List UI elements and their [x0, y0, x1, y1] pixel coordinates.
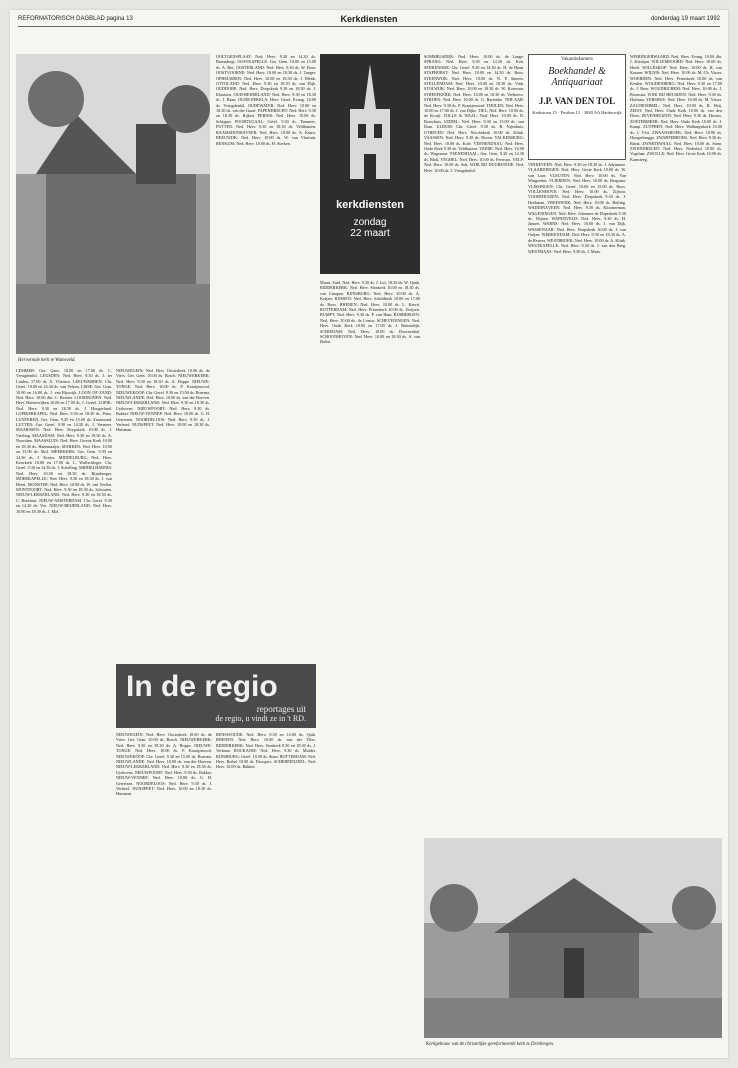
- column-4-text: Mauri, Zuid. Ned. Herv. 9.30 ds. J. Lof, 18.30 ds. W. Quak. RIDDERKERK: Ned. Herv. Sionkerk 10.00 en 18.30 ds. van Campen. RIJNSBURG: Ned. Herv. 10.00 ds. A. Keijzer. RIJSSEN: Ned. Herv. Schildkerk 10.00 en 17.00 ds. Roos. RHENEN: Ned. Herv. 10.00 ds. L. Kievit. ROTTERDAM: Ned. Herv. Prinsekerk 10.00 ds. Zwijsen. RUMPT: Ned. Herv. 9.30 ds. P. van Ham. RIJSBERGEN: Ned. Herv. 10.00 ds. de Leeuw. SCHEVENINGEN: Ned. Herv. Oude Kerk 10.00 en 17.00 ds. J. Buitendijk. SCHIEDAM: Ned. Herv. 10.00 ds. Doornenbal. SCHOONHOVEN: Ned. Herv. 10.00 en 18.30 ds. A. van Balen.: [320, 280, 420, 345]
- column-2b: [116, 732, 212, 1048]
- column-2-text: NIEUWEGEIN: Ned. Herv. Oosterkerk 10.00 ds. de Vries. Ger. Gem. 10.00 ds. Bosch. NIEUWERKERK: Ned. Herv. 9.30 en 18.30 ds. A. Hoppe. NIEUWE-TONGE: Ned. Herv. 10.00 ds. P. Kraaijenoord. NIEUWEKOOP: Chr. Geref. 9.30 en 15.00 ds. Boerma. NIEUWLANDE: Ned. Herv. 10.00 ds. van der Hoeven. NIEUW-LEKKERLAND: Ned. Herv. 9.30 en 18.30 ds. Uythoven. NIEUWPOORT: Ned. Herv. 9.30 ds. Bakker. NIEUW-VENNEP: Ned. Herv. 10.00 ds. G. H. Gerretsen. NOORDELOOS: Ned. Herv. 9.30 ds. J. Verhoef. NUNSPEET: Ned. Herv. 10.00 en 18.30 ds. Huisman.: [116, 368, 210, 433]
- column-1-text: LEMMER: Ger. Gem. 10.00 en 17.00 ds. C. Vreugdenhil. LEUSDEN: Ned. Herv. 9.30 ds. J. ter Linden, 17.00 ds. A. Vlietstra. LEEUWARDEN: Chr. Geref. 10.00 en 16.30 ds. van Velzen. LISSE: Ger. Gem. 10.00 en 16.00 ds. J. van Rijswijk. LOON OP ZAND: Ned. Herv. 10.00 dhr. C. Reinier. LOOSDUINEN: Ned. Herv. Buitenwijken 10.00 en 17.00 ds. J. Geriel. LOPIK: Ned. Herv. 9.30 en 18.30 ds. J. Hoogerland. LOPIKERKAPEL: Ned. Herv. 9.30 en 18.30 ds. Prins. LUNTEREN: Ger. Gem. 9.45 en 15.00 ds. Zuurmond. LUTTEN: Ger. Geref. 9.30 en 14.30 ds. J. Vermeer. MAARSSEN: Ned. Herv. Dorpskerk 10.00 ds. J. Vrieling. MAASDAM: Ned. Herv. 9.30 en 18.30 ds. A. Noordam. MAASSLUIS: Ned. Herv. Groote Kerk 10.00 en 18.30 ds. Hanemaaijer. MARKEN: Ned. Herv. 10.00 en 15.00 ds. Mol. MEERKERK: Ger. Gem. 9.30 en 14.30 ds. J. Koster. MIDDELBURG: Ned. Herv. Koorkerk 10.00 en 17.00 ds. L. Wullschleger. Chr. Geref. 9.30 en 14.30 ds. J. Schelling. MIDDELHARNIS: Ned. Herv. 10.00 en 18.30 ds. Rijnsburger. MOERKAPELLE: Ned. Herv. 9.30 en 18.30 ds. J. van Heest. MONSTER: Ned. Herv. 10.00 ds. W. van Veelen. MONTFOORT: Ned. Herv. 9.30 en 18.30 ds. Schouten. NIEUW-LEKKERLAND: Ned. Herv. 9.30 en 18.30 ds. C. Bonthuis. NIEUW-AMSTERDAM: Chr. Geref. 9.30 en 14.30 ds. Vos. NIEUW-BEIJERLAND: Ned. Herv. 10.00 en 18.30 ds. J. Mol.: [16, 368, 112, 514]
- bookshop-lines: Kerkstraat 15 · Postbus 13 · 3840 AA Harderwijk: [532, 110, 622, 115]
- column-4b-text: RENSWOUDE: Ned. Herv. 9.30 en 14.00 ds. Quik. RHENEN: Ned. Herv. 10.00 ds. van der Vlies. RIDDERKERK: Ned. Herv. Sionkerk 9.30 en 18.30 ds. J. Verbaan. ROCKANJE: Ned. Herv. 9.30 ds. Mulder. RIJNSBURG: Geref. 10.00 ds. Stam. ROTTERDAM: Ned. Herv. Bethel 10.00 ds. Droogers. SCHERPENZEEL: Ned. Herv. 10.00 ds. Bakker.: [216, 732, 316, 770]
- church-icon: [320, 54, 420, 194]
- column-7: [630, 54, 722, 838]
- column-2: [116, 368, 210, 658]
- column-6-text: VINKEVEEN: Ned. Herv. 9.30 en 18.30 ds. J. Adriaanse. VLAARDINGEN: Ned. Herv. Grote Kerk 10.00 ds. W. van Laar. VLEUTEN: Ned. Herv. 10.00 ds. Van Wingerden. VLIERDEN: Ned. Herv. 10.00 ds. Bergsma. VLISSINGEN: Chr. Geref. 10.00 en 15.00 ds. Roos. VOLLENHOVE: Ned. Herv. 10.00 ds. Zijlstra. VOORTHUIZEN: Ned. Herv. Dorpskerk 9.30 ds. J. Hoekman. VREESWIJK: Ned. Herv. 10.00 ds. Heiling. WADDINXVEEN: Ned. Herv. 9.30 ds. Kloosterman. WAGENINGEN: Ned. Herv. Johannes de Doperkerk 9.30 ds. Wijnen. WAPENVELD: Ned. Herv. 9.30 ds. H. Jansen. WARNS: Ned. Herv. 10.00 ds. J. van Dijk. WASSENAAR: Ned. Herv. Dorpskerk 10.00 ds. J. van Ooijen. WERKENDAM: Ned. Herv. 9.30 en 18.30 ds. A. de Reuver. WESTBROEK: Ned. Herv. 10.00 ds. A. Klink. WESTKAPELLE: Ned. Herv. 9.30 ds. J. van den Berg. WESTMAAS: Ned. Herv. 9.30 ds. J. Maas.: [528, 162, 626, 254]
- header-left: REFORMATORISCH DAGBLAD pagina 13: [18, 16, 133, 22]
- column-7-text: WIERINGERWAARD: Ned. Herv. Evang. 10.00 dhr. J. Kleinjan. WILLEMSOORD: Ned. Herv. 10.00 ds. Hoek. WILLESKOP: Ned. Herv. 10.00 ds. R. van Kooten. WILNIS: Ned. Herv. 10.00 ds. M. Ch. Visser. WOERDEN: Ned. Herv. Petruskerk 10.00 ds. van Keulen. WOUDENBERG: Ned. Herv. 9.30 en 17.00 ds. J. Boer. WOUDRICHEM: Ned. Herv. 10.00 ds. J. Boonstra. WIJK BIJ HEUSDEN: Ned. Herv. 9.30 ds. Hofman. YERSEKE: Ned. Herv. 10.00 ds. M. Visser. ZALTBOMMEL: Ned. Herv. 10.00 ds. B. Heij. ZEIST: Ned. Herv. Oude Kerk 10.00 ds. van den Dries. ZEVENHUIZEN: Ned. Herv. 9.30 ds. Hovius. ZOETERMEER: Ned. Herv. Oude Kerk 10.00 ds. J. Kamp. ZUTPHEN: Ned. Herv. Walburgiskerk 10.00 ds. J. Vlot. ZWAANSHOEK: Ned. Herv. 10.00 ds. Hoogerbrugge. ZWARTEBROEK: Ned. Herv. 9.30 ds. Brink. ZWARTEWAAL: Ned. Herv. 10.00 ds. Stam. ZWIJNDRECHT: Ned. Herv. Nederhof 10.00 ds. Vogelaar. ZWOLLE: Ned. Herv. Grote Kerk 10.00 ds. Kamsteeg.: [630, 54, 722, 162]
- church-photo: [16, 54, 210, 354]
- bookshop-tag: Vakantiekamers: [561, 57, 593, 62]
- column-3: [216, 54, 316, 658]
- banner-day: zondag: [353, 217, 387, 228]
- regio-sub2: de regio, u vindt ze in 't RD.: [215, 714, 306, 723]
- column-4b: [216, 732, 316, 1048]
- newspaper-page: [10, 10, 728, 1058]
- column-5: [424, 54, 524, 512]
- column-1: [16, 368, 112, 1048]
- regio-title: In de regio: [126, 670, 278, 703]
- regio-sub1: reportages uit: [256, 704, 306, 714]
- chapel-photo: [424, 838, 722, 1038]
- column-4: [320, 280, 420, 658]
- column-3-text: OOLTGENSPLAAT: Ned. Herv. 9.30 en 14.30 ds. Barendregt. OOSTKAPELLE: Ger. Gem. 10.00 en 15.00 ds. A. Bot. OOSTERLAND: Ned. Herv. 9.30 ds. W. Boer. OOSTVOORNE: Ned. Herv. 10.00 en 18.30 ds. J. Tanger. OPHEUSDEN: Ned. Herv. 10.00 en 18.30 ds. J. Blenk. OTTOLAND: Ned. Herv. 9.30 en 18.30 ds. van Dijk. OUDDORP: Ned. Herv. Dorpskerk 9.30 en 18.30 ds. J. Klaassen. OUD-BEIJERLAND: Ned. Herv. 9.30 en 18.30 ds. J. Baan. OUDE-PEKELA: Herv. Geref. Evang. 10.00 ds. Vreugdenhil. OUDEWATER: Ned. Herv. 10.00 en 18.30 ds. van der Graaf. PAPENDRECHT: Ned. Herv. 9.30 en 18.30 ds. Rijken. PERNIS: Ned. Herv. 10.00 ds. Schipper. POORTUGAAL: Geref. 9.30 ds. Timmers. PUTTEN: Ned. Herv. 9.30 en 18.30 ds. Veldhuizen. RAAMSDONKSVEER: Ned. Herv. 10.00 ds. A. Kunst. REEUWIJK: Ned. Herv. 10.00 ds. W. van Vlastuin. RENKUM: Ned. Herv. 10.00 ds. H. Sterken.: [216, 54, 316, 146]
- column-5-text: SOMMELSDIJK: Ned. Herv. 10.00 ds. de Lange. SPRANG: Ned. Herv. 9.30 en 14.30 ds. Kok. SPIJKENISSE: Chr. Geref. 9.30 en 14.30 ds. H. de Haan. STAPHORST: Ned. Herv. 10.00 en 14.30 ds. Roos. STEENWIJK: Ned. Herv. 10.00 ds. N. P. Smeets. STELLENDAM: Ned. Herv. 10.00 en 18.30 ds. Vink. STOLWIJK: Ned. Herv. 10.00 en 18.30 ds. W. Korevaar. STREEFKERK: Ned. Herv. 10.00 en 18.30 ds. Verhoeve. STRIJEN: Ned. Herv. 10.00 ds. G. Barendse. TER AAR: Ned. Herv. 9.30 ds. P. Kraaijenoord. THOLEN: Ned. Herv. 10.00 en 17.00 ds. J. van Dijke. TIEL: Ned. Herv. 10.00 ds. de Kruijf. TOLLE & WAAL: Ned. Herv. 10.00 ds. B. Bouwhuis. UDDEL: Ned. Herv. 9.30 en 15.00 ds. van Dam. ULRUM: Chr. Geref. 9.30 ds. B. Nijenhuis. UTRECHT: Ned. Herv. Nicolaïkerk 10.00 ds. Klink. VAASSEN: Ned. Herv. 9.30 ds. Doorn. VALKENBURG: Ned. Herv. 10.00 ds. Kole. VEENENDAAL: Ned. Herv. Oude Kerk 9.30 ds. Veldhuizen. VEERE: Ned. Herv. 10.00 ds. Wagenaar. VEENENDAAL: Ger. Gem. 9.30 en 14.30 ds. Blok. VEGHEL: Ned. Herv. 10.00 ds. Feenstra. VELP: Ned. Herv. 10.00 ds. Sok. WIJK BIJ DUURSTEDE: Ned. Herv. 10.00 ds. J. Vreugdenhil.: [424, 54, 524, 173]
- banner-date: 22 maart: [350, 228, 390, 239]
- bookshop-name1: Boekhandel &: [548, 66, 606, 77]
- chapel-photo-image: [424, 838, 722, 1038]
- bookshop-ad: [528, 54, 626, 160]
- bookshop-name2: Antiquariaat: [551, 77, 603, 88]
- chapel-photo-caption: Kerkgebouw van de christelijke gereformeerde kerk te Driebergen.: [426, 1042, 555, 1047]
- church-photo-image: [16, 54, 210, 354]
- column-2b-text: NIEUWEGEIN: Ned. Herv. Oosterkerk 10.00 ds. de Vries. Ger. Gem. 10.00 ds. Bosch. NIEUWERKERK: Ned. Herv. 9.30 en 18.30 ds. A. Hoppe. NIEUWE-TONGE: Ned. Herv. 10.00 ds. P. Kraaijenoord. NIEUWEKOOP: Chr. Geref. 9.30 en 15.00 ds. Boerma. NIEUWLANDE: Ned. Herv. 10.00 ds. van der Hoeven. NIEUW-LEKKERLAND: Ned. Herv. 9.30 en 18.30 ds. Uythoven. NIEUWPOORT: Ned. Herv. 9.30 ds. Bakker. NIEUW-VENNEP: Ned. Herv. 10.00 ds. G. H. Gerretsen. NOORDELOOS: Ned. Herv. 9.30 ds. J. Verhoef. NUNSPEET: Ned. Herv. 10.00 en 18.30 ds. Huisman.: [116, 732, 212, 797]
- column-6: [528, 162, 626, 838]
- regio-ad: [116, 664, 316, 728]
- header-right: donderdag 19 maart 1992: [650, 16, 720, 22]
- page-header: [18, 14, 720, 27]
- church-photo-caption: Hervormde kerk te Wamsveld.: [18, 358, 76, 363]
- bookshop-name3: J.P. VAN DEN TOL: [538, 96, 616, 106]
- header-center: Kerkdiensten: [340, 14, 398, 24]
- kerkdiensten-banner: [320, 54, 420, 274]
- banner-title: kerkdiensten: [336, 199, 404, 211]
